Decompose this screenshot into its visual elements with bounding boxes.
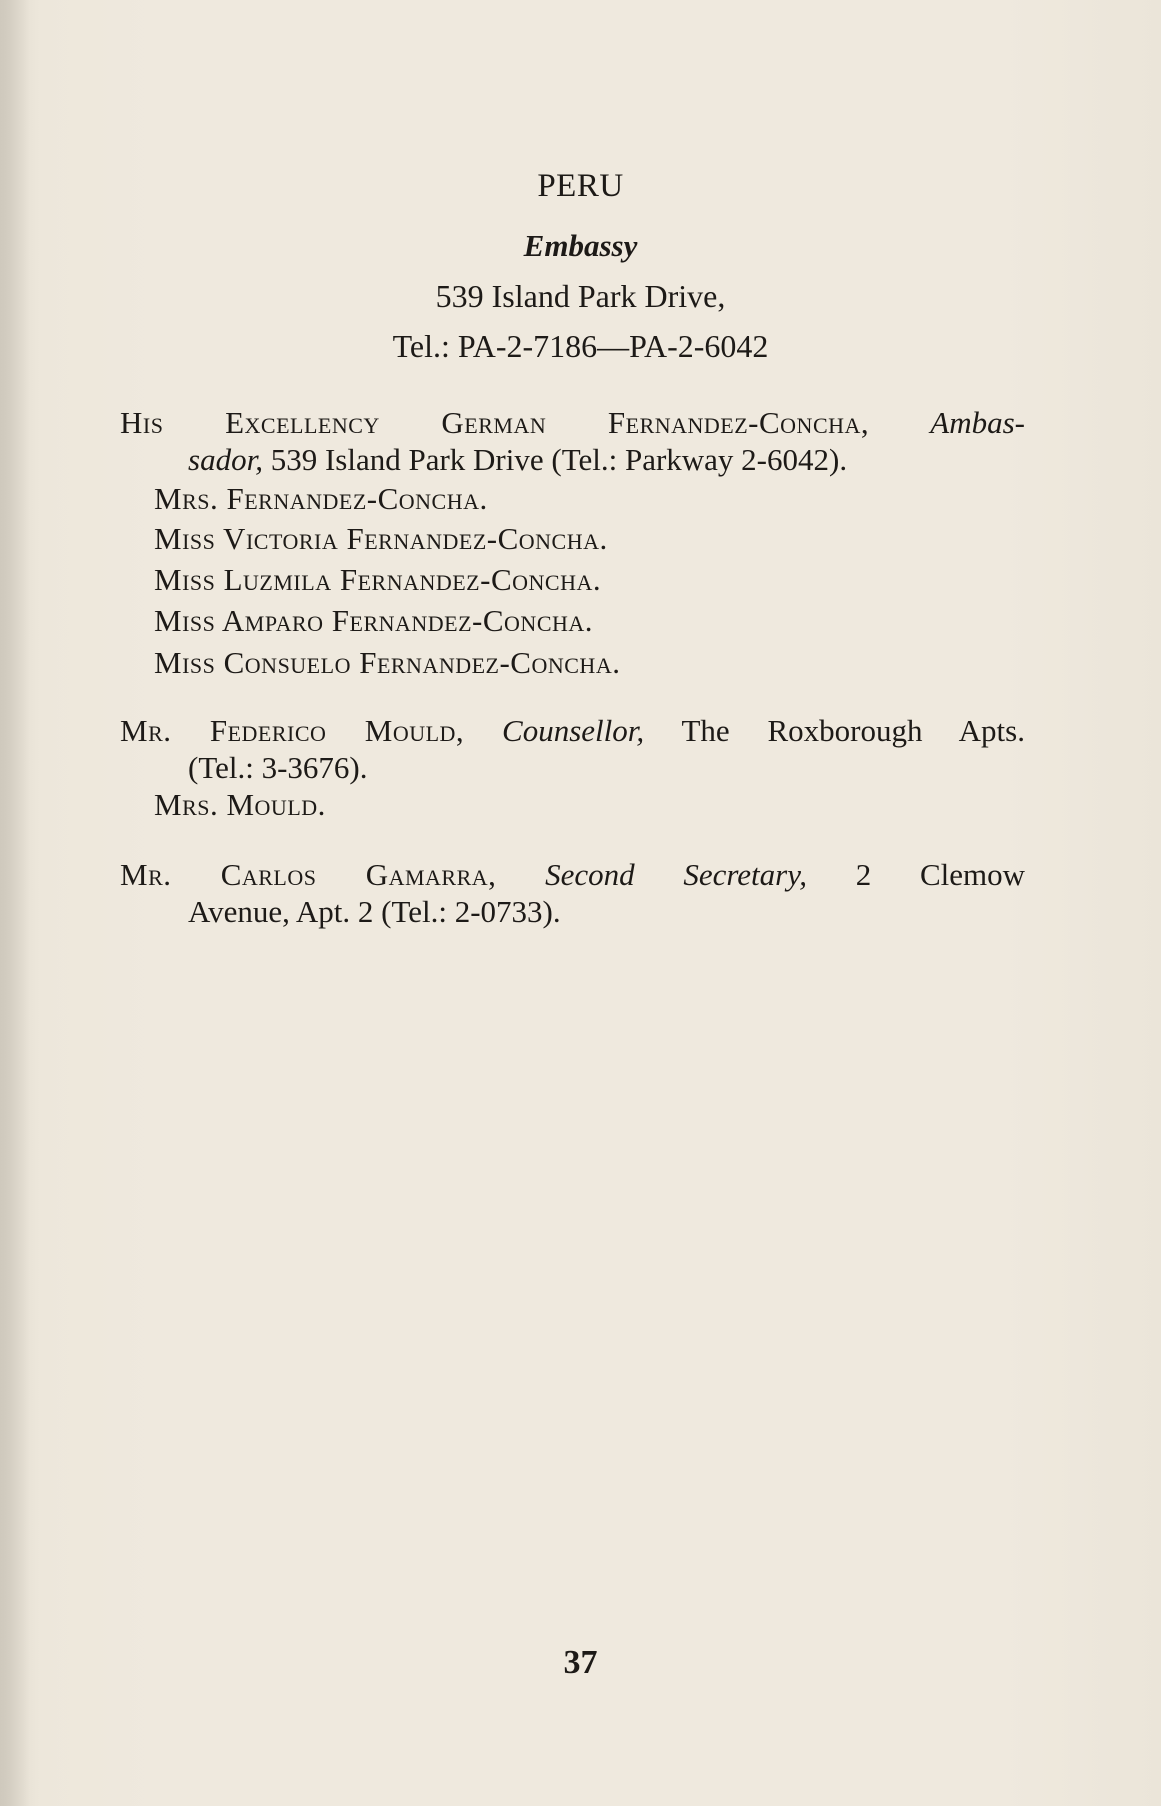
counsellor-spouse: Mrs. Mould.	[154, 787, 326, 822]
secretary-address-part1: 2 Clemow	[855, 857, 1026, 892]
ambassador-line-1	[120, 404, 1025, 441]
ambassador-details: 539 Island Park Drive (Tel.: Parkway 2-6042).	[270, 442, 848, 477]
counsellor-phone: (Tel.: 3-3676).	[188, 750, 368, 785]
ambassador-role-part2: sador,	[188, 442, 263, 477]
family-member: Miss Amparo Fernandez-Concha.	[154, 603, 594, 638]
counsellor-address: The Roxborough Apts.	[681, 713, 1025, 748]
country-heading: PERU	[537, 168, 624, 204]
family-member: Miss Victoria Fernandez-Concha.	[154, 521, 608, 556]
counsellor-entry	[120, 712, 1025, 786]
ambassador-line-2	[120, 441, 1025, 478]
section-heading: Embassy	[523, 228, 638, 263]
secretary-name: Mr. Carlos Gamarra,	[120, 857, 497, 892]
counsellor-name: Mr. Federico Mould,	[120, 713, 465, 748]
ambassador-role-part1: Ambas-	[930, 405, 1025, 440]
embassy-phone: Tel.: PA-2-7186—PA-2-6042	[392, 328, 769, 364]
family-member: Mrs. Fernandez-Concha.	[154, 481, 488, 516]
secretary-role: Second Secretary,	[545, 857, 808, 892]
ambassador-entry	[120, 404, 1025, 478]
family-member: Miss Luzmila Fernandez-Concha.	[154, 562, 602, 597]
family-member: Miss Consuelo Fernandez-Concha.	[154, 645, 621, 680]
ambassador-name: His Excellency German Fernandez-Concha,	[120, 405, 870, 440]
embassy-address: 539 Island Park Drive,	[435, 278, 726, 314]
secretary-entry	[120, 856, 1025, 930]
secretary-address-part2: Avenue, Apt. 2 (Tel.: 2-0733).	[188, 894, 561, 929]
binding-edge	[0, 0, 30, 1806]
page-number: 37	[563, 1644, 598, 1681]
counsellor-line-1	[120, 712, 1025, 749]
secretary-line-1	[120, 856, 1025, 893]
counsellor-role: Counsellor,	[502, 713, 645, 748]
